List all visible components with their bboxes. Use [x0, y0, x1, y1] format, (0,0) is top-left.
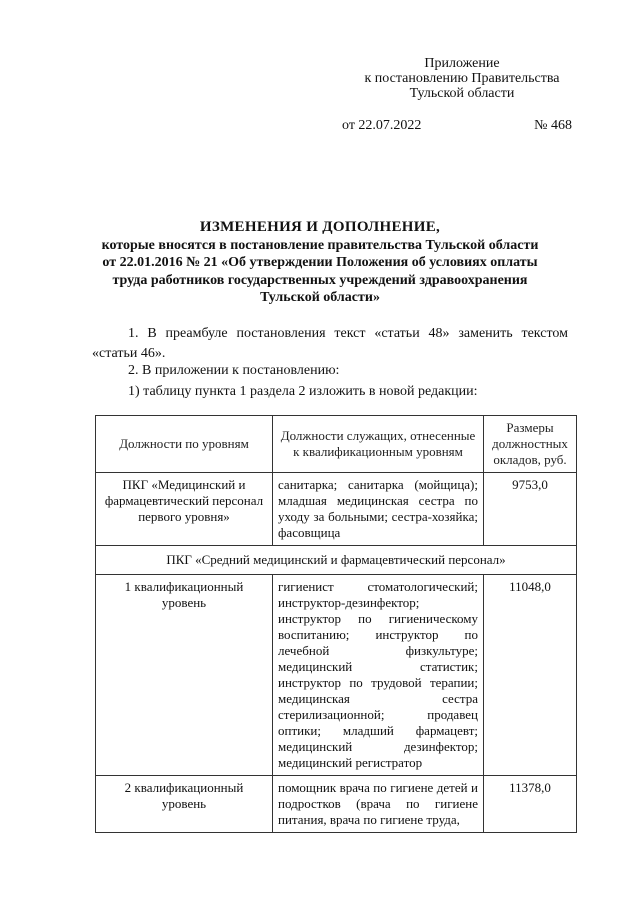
resolution-number: № 468 — [534, 118, 572, 133]
resolution-dateline — [342, 118, 572, 134]
cell-group-title: ПКГ «Средний медицинский и фармацевтический персонал» — [96, 546, 577, 575]
header-levels: Должности по уровням — [96, 416, 273, 473]
cell-salary: 11378,0 — [484, 776, 577, 833]
cell-positions: помощник врача по гигиене детей и подростков (врача по гигиене питания, врача по гигиене труда, — [273, 776, 484, 833]
paragraph-3: 1) таблицу пункта 1 раздела 2 изложить в новой редакции: — [128, 384, 478, 399]
appendix-line: к постановлению Правительства — [364, 71, 560, 86]
table-row — [96, 575, 577, 776]
header-salary: Размеры должностных окладов, руб. — [484, 416, 577, 473]
paragraph-2: 2. В приложении к постановлению: — [128, 363, 340, 378]
resolution-date: от 22.07.2022 — [342, 118, 422, 133]
cell-positions: гигиенист стоматологический; инструктор-дезинфектор; инструктор по гигиеническому воспитанию; инструктор по лечебной физкультуре; медицинский статистик; инструктор по трудовой терапии; медицинская сестра стерилизационной; продавец оптики; младший фармацевт; медицинский дезинфектор; медицинский регистратор — [273, 575, 484, 776]
table-group-row — [96, 546, 577, 575]
table-row — [96, 776, 577, 833]
cell-positions: санитарка; санитарка (мойщица); младшая медицинская сестра по уходу за больными; сестра-хозяйка; фасовщица — [273, 473, 484, 546]
heading-line: Тульской области» — [260, 290, 380, 305]
table-header-row — [96, 416, 577, 473]
appendix-line: Приложение — [424, 56, 500, 71]
cell-level: 1 квалификационный уровень — [96, 575, 273, 776]
paragraph-1: 1. В преамбуле постановления текст «статьи 48» заменить текстом «статьи 46». — [92, 326, 568, 361]
salary-table — [95, 415, 577, 833]
document-title: ИЗМЕНЕНИЯ И ДОПОЛНЕНИЕ, — [199, 219, 441, 235]
cell-salary: 9753,0 — [484, 473, 577, 546]
header-positions: Должности служащих, отнесенные к квалификационным уровням — [273, 416, 484, 473]
document-heading — [80, 219, 560, 307]
heading-line: которые вносятся в постановление правительства Тульской области — [101, 237, 539, 253]
appendix-line: Тульской области — [409, 86, 515, 101]
cell-salary: 11048,0 — [484, 575, 577, 776]
cell-level: ПКГ «Медицинский и фармацевтический персонал первого уровня» — [96, 473, 273, 546]
heading-line: труда работников государственных учреждений здравоохранения — [112, 272, 528, 288]
cell-level: 2 квалификационный уровень — [96, 776, 273, 833]
appendix-note — [352, 56, 572, 101]
table-row — [96, 473, 577, 546]
heading-line: от 22.01.2016 № 21 «Об утверждении Положения об условиях оплаты — [102, 255, 538, 270]
